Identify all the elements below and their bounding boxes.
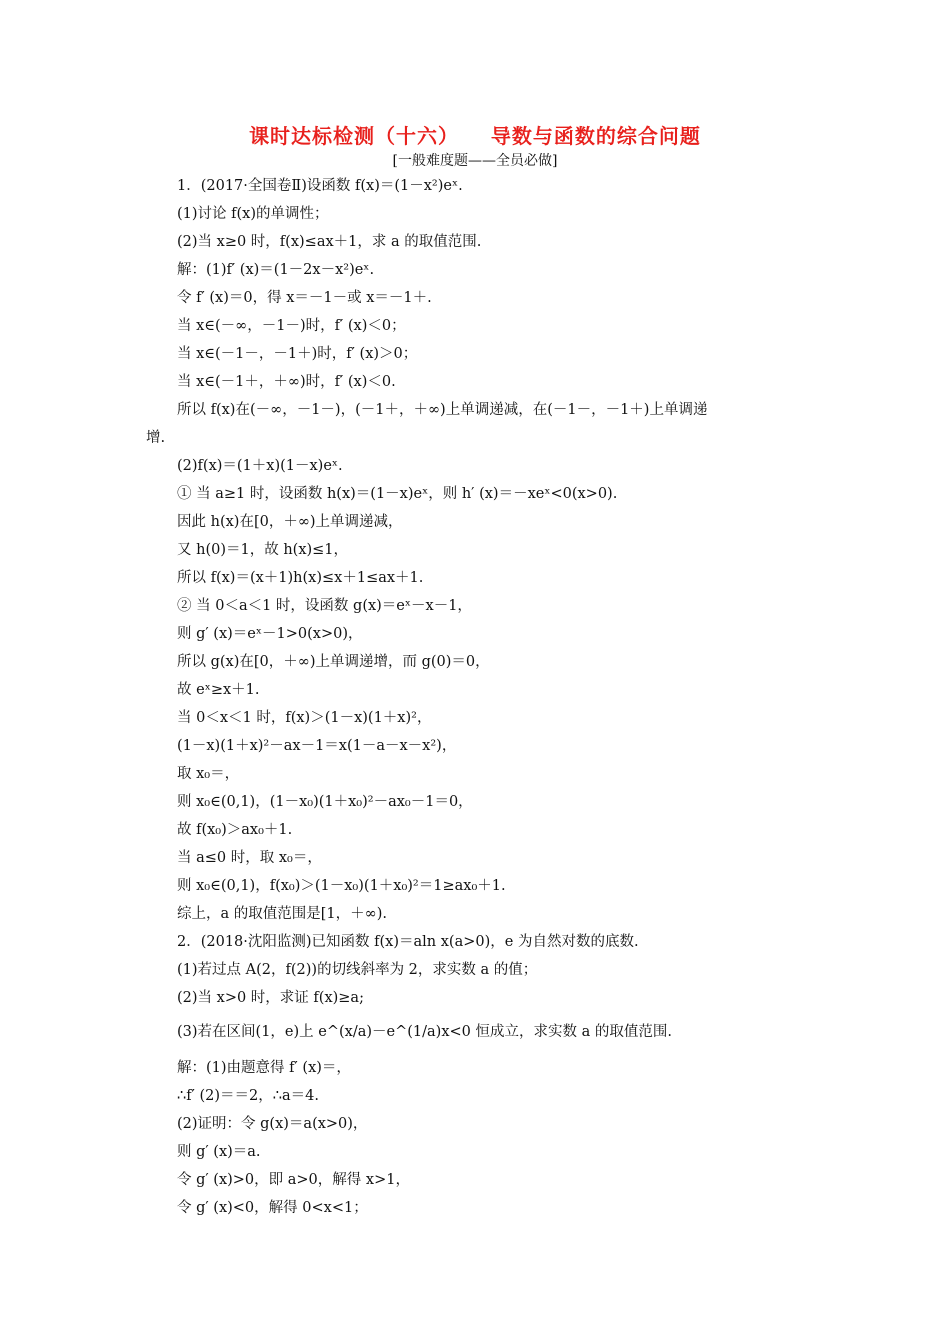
section-subtitle: [一般难度题——全员必做]	[392, 153, 558, 169]
text-line: 当 0＜x＜1 时，f(x)＞(1－x)(1＋x)²，	[177, 710, 432, 726]
text-line: 解：(1)由题意得 f′ (x)＝，	[177, 1060, 351, 1076]
text-line: 则 g′ (x)＝a.	[177, 1144, 261, 1160]
text-line: 当 x∈(－1－，－1＋)时，f′ (x)＞0；	[177, 346, 418, 362]
text-line: 当 x∈(－1＋，＋∞)时，f′ (x)＜0.	[177, 374, 396, 390]
text-line: 故 f(x₀)＞ax₀＋1.	[177, 822, 293, 838]
text-line: 所以 f(x)在(－∞，－1－)，(－1＋，＋∞)上单调递减，在(－1－，－1＋)上单调递	[177, 402, 708, 418]
text-line: (1)若过点 A(2，f(2))的切线斜率为 2，求实数 a 的值；	[177, 962, 538, 978]
page-title: 课时达标检测（十六） 导数与函数的综合问题	[249, 124, 701, 148]
text-line: (2)f(x)＝(1＋x)(1－x)eˣ.	[177, 458, 343, 474]
text-line: 令 f′ (x)＝0，得 x＝－1－或 x＝－1＋.	[177, 290, 432, 306]
text-line: (3)若在区间(1，e)上 e^(x/a)－e^(1/a)x<0 恒成立，求实数 a 的取值范围.	[177, 1024, 672, 1040]
text-line: 当 x∈(－∞，－1－)时，f′ (x)＜0；	[177, 318, 406, 334]
text-line: (2)当 x>0 时，求证 f(x)≥a;	[177, 990, 364, 1006]
text-line: 令 g′ (x)>0，即 a>0，解得 x>1，	[177, 1172, 410, 1188]
text-line: (1－x)(1＋x)²－ax－1＝x(1－a－x－x²)，	[177, 738, 457, 754]
text-line: 则 x₀∈(0,1)，(1－x₀)(1＋x₀)²－ax₀－1＝0，	[177, 794, 473, 810]
text-line: ① 当 a≥1 时，设函数 h(x)＝(1－x)eˣ，则 h′ (x)＝－xeˣ<0(x>0).	[177, 486, 618, 502]
text-line: (2)证明：令 g(x)＝a(x>0)，	[177, 1116, 368, 1132]
text-line: 综上，a 的取值范围是[1，＋∞).	[177, 906, 387, 922]
text-line: 又 h(0)＝1，故 h(x)≤1，	[177, 542, 349, 558]
text-line: ② 当 0＜a＜1 时，设函数 g(x)＝eˣ－x－1，	[177, 598, 472, 614]
text-line: ∴f′ (2)＝＝2，∴a＝4.	[177, 1088, 319, 1104]
text-line: 解：(1)f′ (x)＝(1－2x－x²)eˣ.	[177, 262, 375, 278]
text-line: 2．(2018·沈阳监测)已知函数 f(x)＝aln x(a>0)，e 为自然对数的底数.	[177, 934, 639, 950]
text-line: 增.	[146, 430, 166, 446]
text-line: 所以 f(x)＝(x＋1)h(x)≤x＋1≤ax＋1.	[177, 570, 424, 586]
text-line: 所以 g(x)在[0，＋∞)上单调递增，而 g(0)＝0，	[177, 654, 490, 670]
text-line: 因此 h(x)在[0，＋∞)上单调递减，	[177, 514, 403, 530]
text-line: 取 x₀＝，	[177, 766, 240, 782]
text-line: (1)讨论 f(x)的单调性；	[177, 206, 329, 222]
text-line: 1．(2017·全国卷Ⅱ)设函数 f(x)＝(1－x²)eˣ.	[177, 178, 463, 194]
text-line: 则 g′ (x)＝eˣ－1>0(x>0)，	[177, 626, 363, 642]
text-line: 则 x₀∈(0,1)，f(x₀)＞(1－x₀)(1＋x₀)²＝1≥ax₀＋1.	[177, 878, 506, 894]
text-line: 当 a≤0 时，取 x₀＝，	[177, 850, 322, 866]
text-line: 令 g′ (x)<0，解得 0<x<1；	[177, 1200, 368, 1216]
text-line: 故 eˣ≥x＋1.	[177, 682, 260, 698]
text-line: (2)当 x≥0 时，f(x)≤ax＋1，求 a 的取值范围.	[177, 234, 482, 250]
